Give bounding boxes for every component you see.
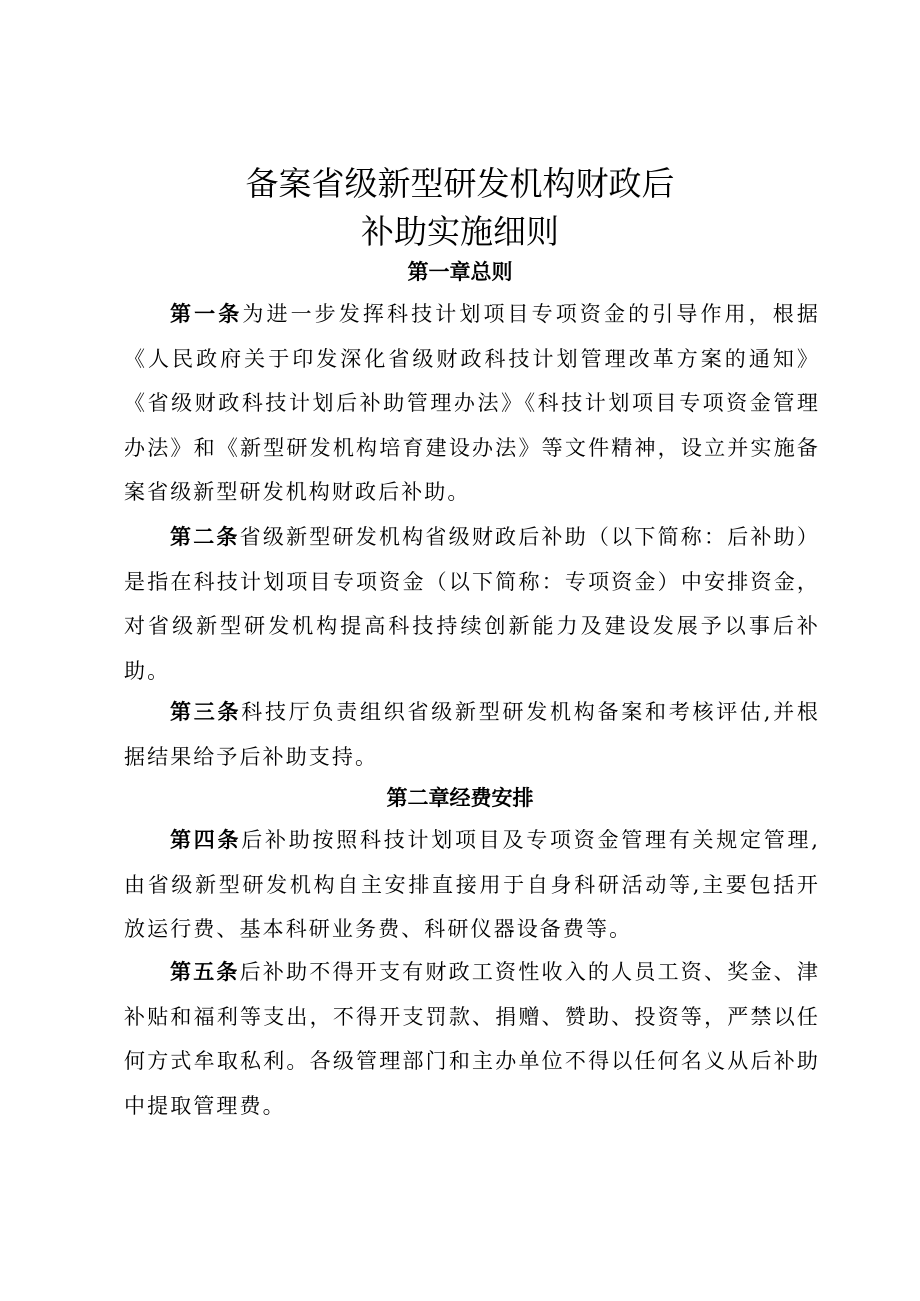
article-2-label: 第二条 [170, 525, 240, 549]
article-3-text: 科技厅负责组织省级新型研发机构备案和考核评估,并根据结果给予后补助支持。 [124, 700, 820, 769]
article-4-label: 第四条 [170, 828, 242, 852]
article-1 [124, 292, 820, 515]
article-5-text: 后补助不得开支有财政工资性收入的人员工资、奖金、津补贴和福利等支出，不得开支罚款、捐赠、赞助、投资等，严禁以任何方式牟取私利。各级管理部门和主办单位不得以任何名义从后补助中提取管理费。 [124, 960, 820, 1118]
article-3 [124, 690, 820, 779]
document-title-line-1: 备案省级新型研发机构财政后 [245, 164, 675, 203]
article-2 [124, 515, 820, 693]
article-2-text: 省级新型研发机构省级财政后补助（以下简称：后补助）是指在科技计划项目专项资金（以下简称：专项资金）中安排资金，对省级新型研发机构提高科技持续创新能力及建设发展予以事后补助。 [124, 525, 820, 683]
chapter-heading-1: 第一章总则 [407, 260, 513, 284]
chapter-heading-2: 第二章经费安排 [386, 786, 534, 810]
article-5-label: 第五条 [170, 960, 240, 984]
article-4 [124, 818, 820, 952]
document-title-line-2: 补助实施细则 [361, 212, 559, 251]
article-1-label: 第一条 [170, 302, 243, 326]
article-3-label: 第三条 [170, 700, 242, 724]
article-4-text: 后补助按照科技计划项目及专项资金管理有关规定管理,由省级新型研发机构自主安排直接用于自身科研活动等,主要包括开放运行费、基本科研业务费、科研仪器设备费等。 [124, 828, 820, 941]
article-1-text: 为进一步发挥科技计划项目专项资金的引导作用，根据《人民政府关于印发深化省级财政科技计划管理改革方案的通知》《省级财政科技计划后补助管理办法》《科技计划项目专项资金管理办法》和《新型研发机构培育建设办法》等文件精神，设立并实施备案省级新型研发机构财政后补助。 [124, 302, 820, 504]
article-5 [124, 950, 820, 1128]
